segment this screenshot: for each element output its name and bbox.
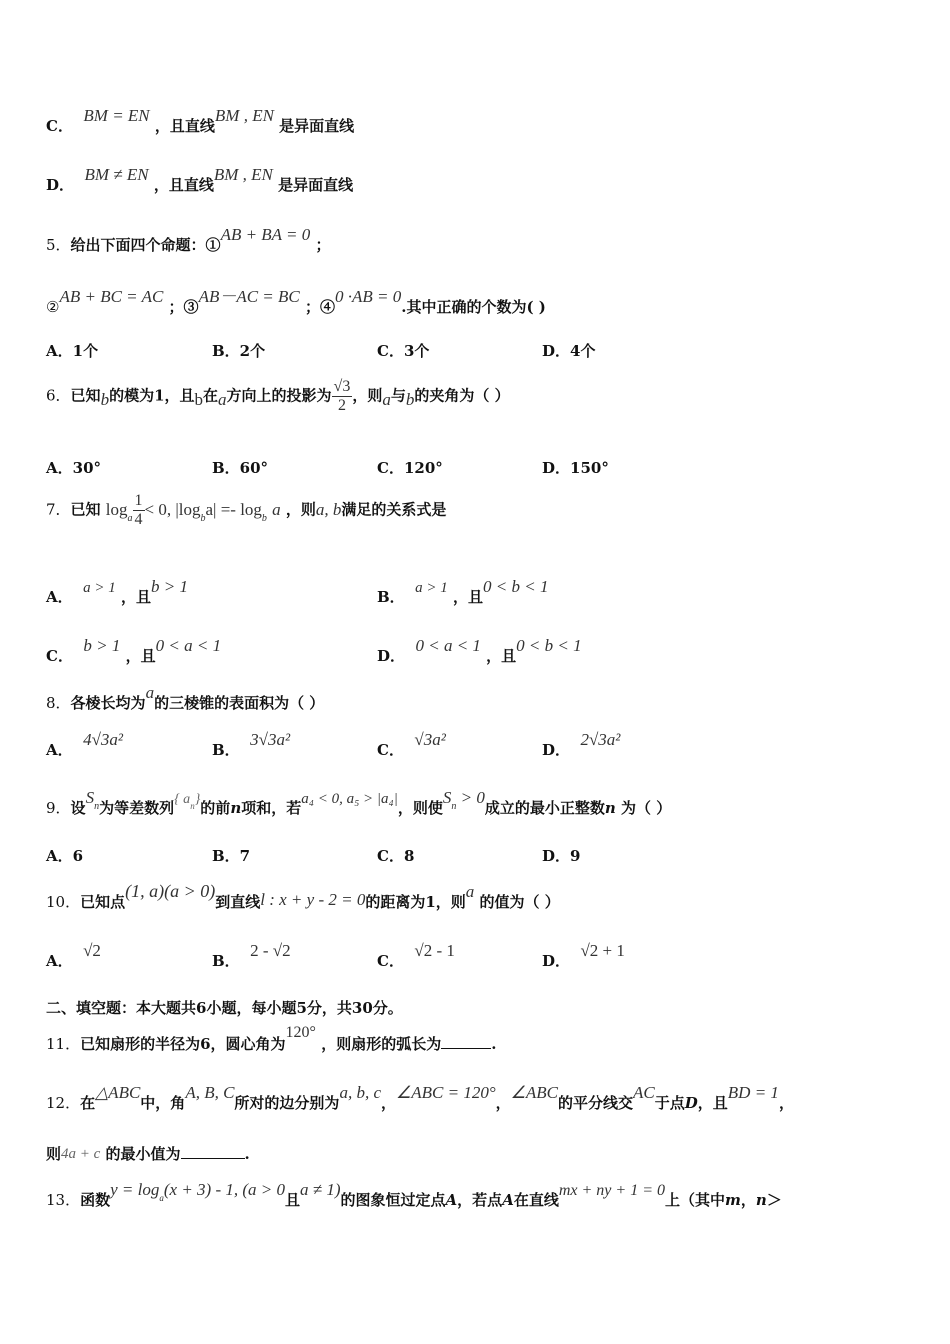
q8-stem: 8．各棱长均为a的三棱锥的表面积为（ ） [46, 683, 325, 712]
q10-option-b: B． 2 - √2 [212, 941, 291, 970]
q4-option-c: C． BM = EN ，且直线BM , EN 是异面直线 [46, 106, 355, 135]
q7-option-c: C． b > 1 ，且0 < a < 1 [46, 636, 222, 665]
q6-option-a: A．30° [46, 459, 102, 477]
q5-option-b: B．2个 [212, 342, 266, 360]
q7-stem: 7．已知 $\log_a$ $\frac{1}{4}$ < 0, $|\log_ba| =- \log_b a$ ，则a, b满足的关系式是 [46, 492, 447, 528]
q5-option-a: A．1个 [46, 342, 99, 360]
q12-line2: 则4a + c 的最小值为 . [46, 1145, 250, 1163]
q6-option-c: C．120° [377, 459, 443, 477]
q9-option-d: D．9 [542, 847, 581, 865]
q6-option-d: D．150° [542, 459, 609, 477]
q5-option-d: D．4个 [542, 342, 596, 360]
q10-stem: 10．已知点(1, a)(a > 0)到直线l : x + y - 2 = 0的距离为1，则a 的值为（ ） [46, 881, 560, 911]
q5-option-c: C．3个 [377, 342, 430, 360]
q11-answer-blank[interactable] [441, 1048, 491, 1049]
q6-stem: 6．已知b的模为1，且b在a方向上的投影为 $\frac{√3}{2}$ ，则a与b的夹角为（ ） [46, 378, 510, 414]
q10-option-c: C． √2 - 1 [377, 941, 455, 970]
q13-stem: 13．函数$y = \log_a(x + 3) - 1$, (a > 0且a ≠ 1)的图象恒过定点A，若点A在直线mx + ny + 1 = 0上（其中m，n＞ [46, 1180, 782, 1209]
q10-option-a: A． √2 [46, 941, 101, 970]
q8-option-b: B． 3√3a² [212, 730, 291, 759]
q7-option-d: D． 0 < a < 1 ，且0 < b < 1 [377, 636, 582, 665]
q5-propositions: ②AB + BC = AC ；③AB－AC = BC ；④0 ·AB = 0.其中正确的个数为( ) [46, 287, 546, 316]
q12-answer-blank[interactable] [181, 1158, 245, 1159]
q7-option-a: A． a > 1 ，且b > 1 [46, 577, 188, 606]
q9-option-c: C．8 [377, 847, 415, 865]
q8-option-d: D． 2√3a² [542, 730, 621, 759]
q9-option-b: B．7 [212, 847, 251, 865]
q7-fraction: $\frac{1}{4}$ [134, 492, 143, 528]
section-title: 二、填空题：本大题共6小题，每小题5分，共30分。 [46, 999, 403, 1017]
q8-option-c: C． √3a² [377, 730, 446, 759]
q6-option-b: B．60° [212, 459, 269, 477]
q10-option-d: D． √2 + 1 [542, 941, 625, 970]
q6-fraction: $\frac{√3}{2}$ [333, 378, 351, 414]
q9-option-a: A．6 [46, 847, 84, 865]
q9-stem: 9．设$S_n$为等差数列{ $a_n$}的前n项和，若a₄ < 0, a₅ > |a₄|，则使$S_n > 0$成立的最小正整数n 为（ ） [46, 788, 672, 817]
q12-stem: 12．在△ABC中，角A, B, C所对的边分别为a, b, c，∠ABC = 120°，∠ABC的平分线交AC于点D，且BD = 1， [46, 1083, 794, 1112]
q4-option-d: D． BM ≠ EN ，且直线BM , EN 是异面直线 [46, 165, 354, 194]
q5-stem: 5．给出下面四个命题：①AB + BA = 0 ； [46, 225, 331, 254]
q8-option-a: A． 4√3a² [46, 730, 124, 759]
q11-stem: 11．已知扇形的半径为6，圆心角为120° ，则扇形的弧长为 . [46, 1024, 497, 1053]
q7-option-b: B． a > 1 ，且0 < b < 1 [377, 577, 549, 606]
